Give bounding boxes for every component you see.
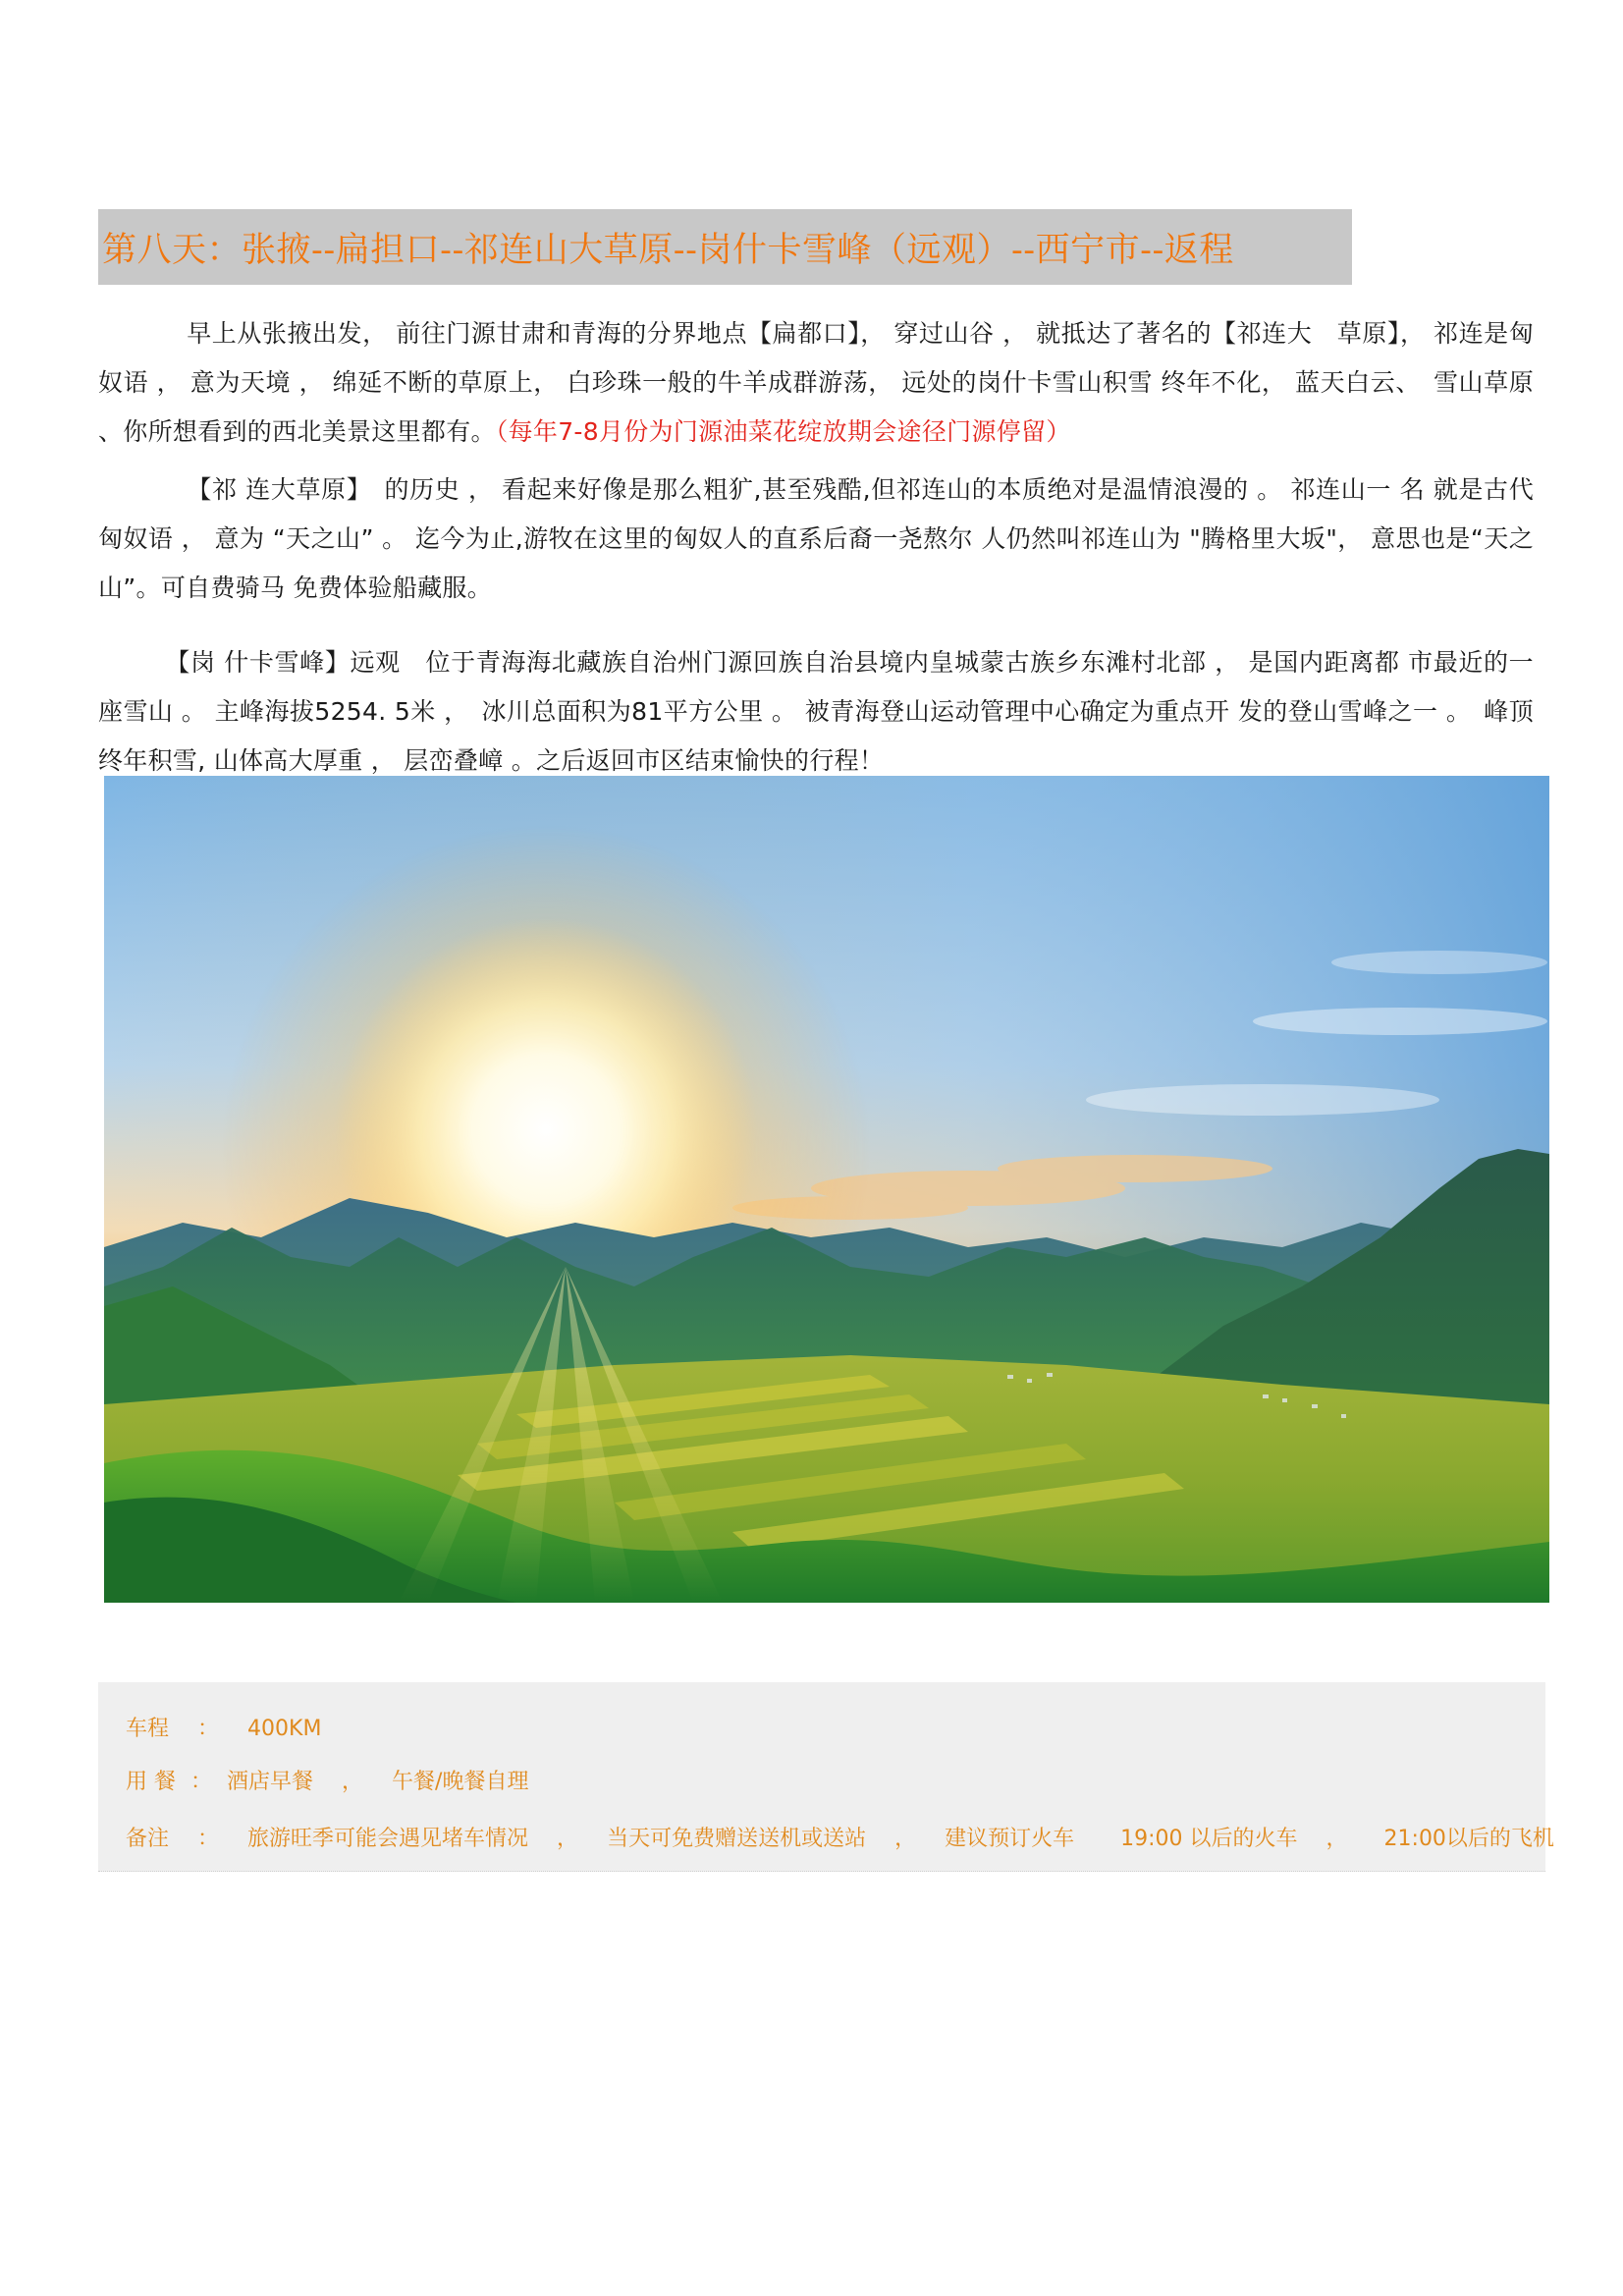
info-notes-row: [126, 1822, 1554, 1852]
info-notes-label: 备注: [126, 1827, 170, 1851]
paragraph-itinerary-intro: [98, 309, 1534, 457]
info-meals-comma: ，: [342, 1770, 364, 1794]
info-notes-comma-1: ，: [557, 1827, 579, 1851]
paragraph-intro-text: 早上从张掖出发， 前往门源甘肃和青海的分界地点【扁都口】， 穿过山谷 ， 就抵达了著名的【祁连大 草原】， 祁连是匈奴语 ， 意为天境 ， 绵延不断的草原上， 白珍珠一般的牛羊成群游荡， 远处的岗什卡雪山积雪 终年不化， 蓝天白云、 雪山草原 、你所想看到的西北美景这里都有。: [98, 319, 1534, 446]
trip-info-box: [98, 1682, 1554, 1872]
paragraph-qilian-grassland: [98, 465, 1534, 613]
info-meals-row: [126, 1765, 528, 1795]
info-notes-value-1: 旅游旺季可能会遇见堵车情况: [247, 1827, 529, 1851]
paragraph-intro-highlight: （每年7-8月份为门源油菜花绽放期会途径门源停留）: [495, 417, 1071, 446]
day-title-bar: [98, 209, 1352, 285]
info-distance-row: [126, 1712, 321, 1742]
info-distance-label: 车程: [126, 1717, 170, 1741]
info-distance-colon: ：: [197, 1717, 220, 1741]
landscape-sunrise-image: [104, 776, 1549, 1603]
info-meals-label: 用 餐: [126, 1770, 176, 1794]
info-notes-colon: ：: [197, 1827, 220, 1851]
info-notes-value-5: 21:00以后的飞机: [1383, 1827, 1554, 1851]
info-notes-value-2: 当天可免费赠送送机或送站: [607, 1827, 867, 1851]
info-meals-colon: ：: [190, 1770, 213, 1794]
info-notes-value-4: 19:00 以后的火车: [1120, 1827, 1298, 1851]
info-distance-value: 400KM: [247, 1717, 322, 1741]
info-notes-comma-3: ，: [1325, 1827, 1348, 1851]
paragraph-gangshika-peak: [98, 638, 1534, 786]
info-notes-value-3: 建议预订火车: [945, 1827, 1075, 1851]
info-meals-value-1: 酒店早餐: [227, 1770, 314, 1794]
info-meals-value-2: 午餐/晚餐自理: [392, 1770, 529, 1794]
day-title: 第八天：张掖--扁担口--祁连山大草原--岗什卡雪峰（远观）--西宁市--返程: [102, 230, 1234, 270]
info-notes-comma-2: ，: [894, 1827, 917, 1851]
paragraph-qilian-text: 【祁 连大草原】 的历史 ， 看起来好像是那么粗犷,甚至残酷,但祁连山的本质绝对是温情浪漫的 。 祁连山一 名 就是古代匈奴语 ， 意为 “天之山” 。 迄今为止,游牧在这里的匈奴人的直系后裔一尧熬尔 人仍然叫祁连山为 "腾格里大坂"， 意思也是“天之山”。可自费骑马 免费体验船藏服。: [98, 475, 1534, 602]
paragraph-gangshika-text: 【岗 什卡雪峰】远观 位于青海海北藏族自治州门源回族自治县境内皇城蒙古族乡东滩村北部 ， 是国内距离都 市最近的一座雪山 。 主峰海拔5254. 5米 ， 冰川总面积为81平方公里 。 被青海登山运动管理中心确定为重点开 发的登山雪峰之一 。 峰顶终年积雪, 山体高大厚重 ， 层峦叠嶂 。之后返回市区结束愉快的行程！: [98, 648, 1534, 775]
